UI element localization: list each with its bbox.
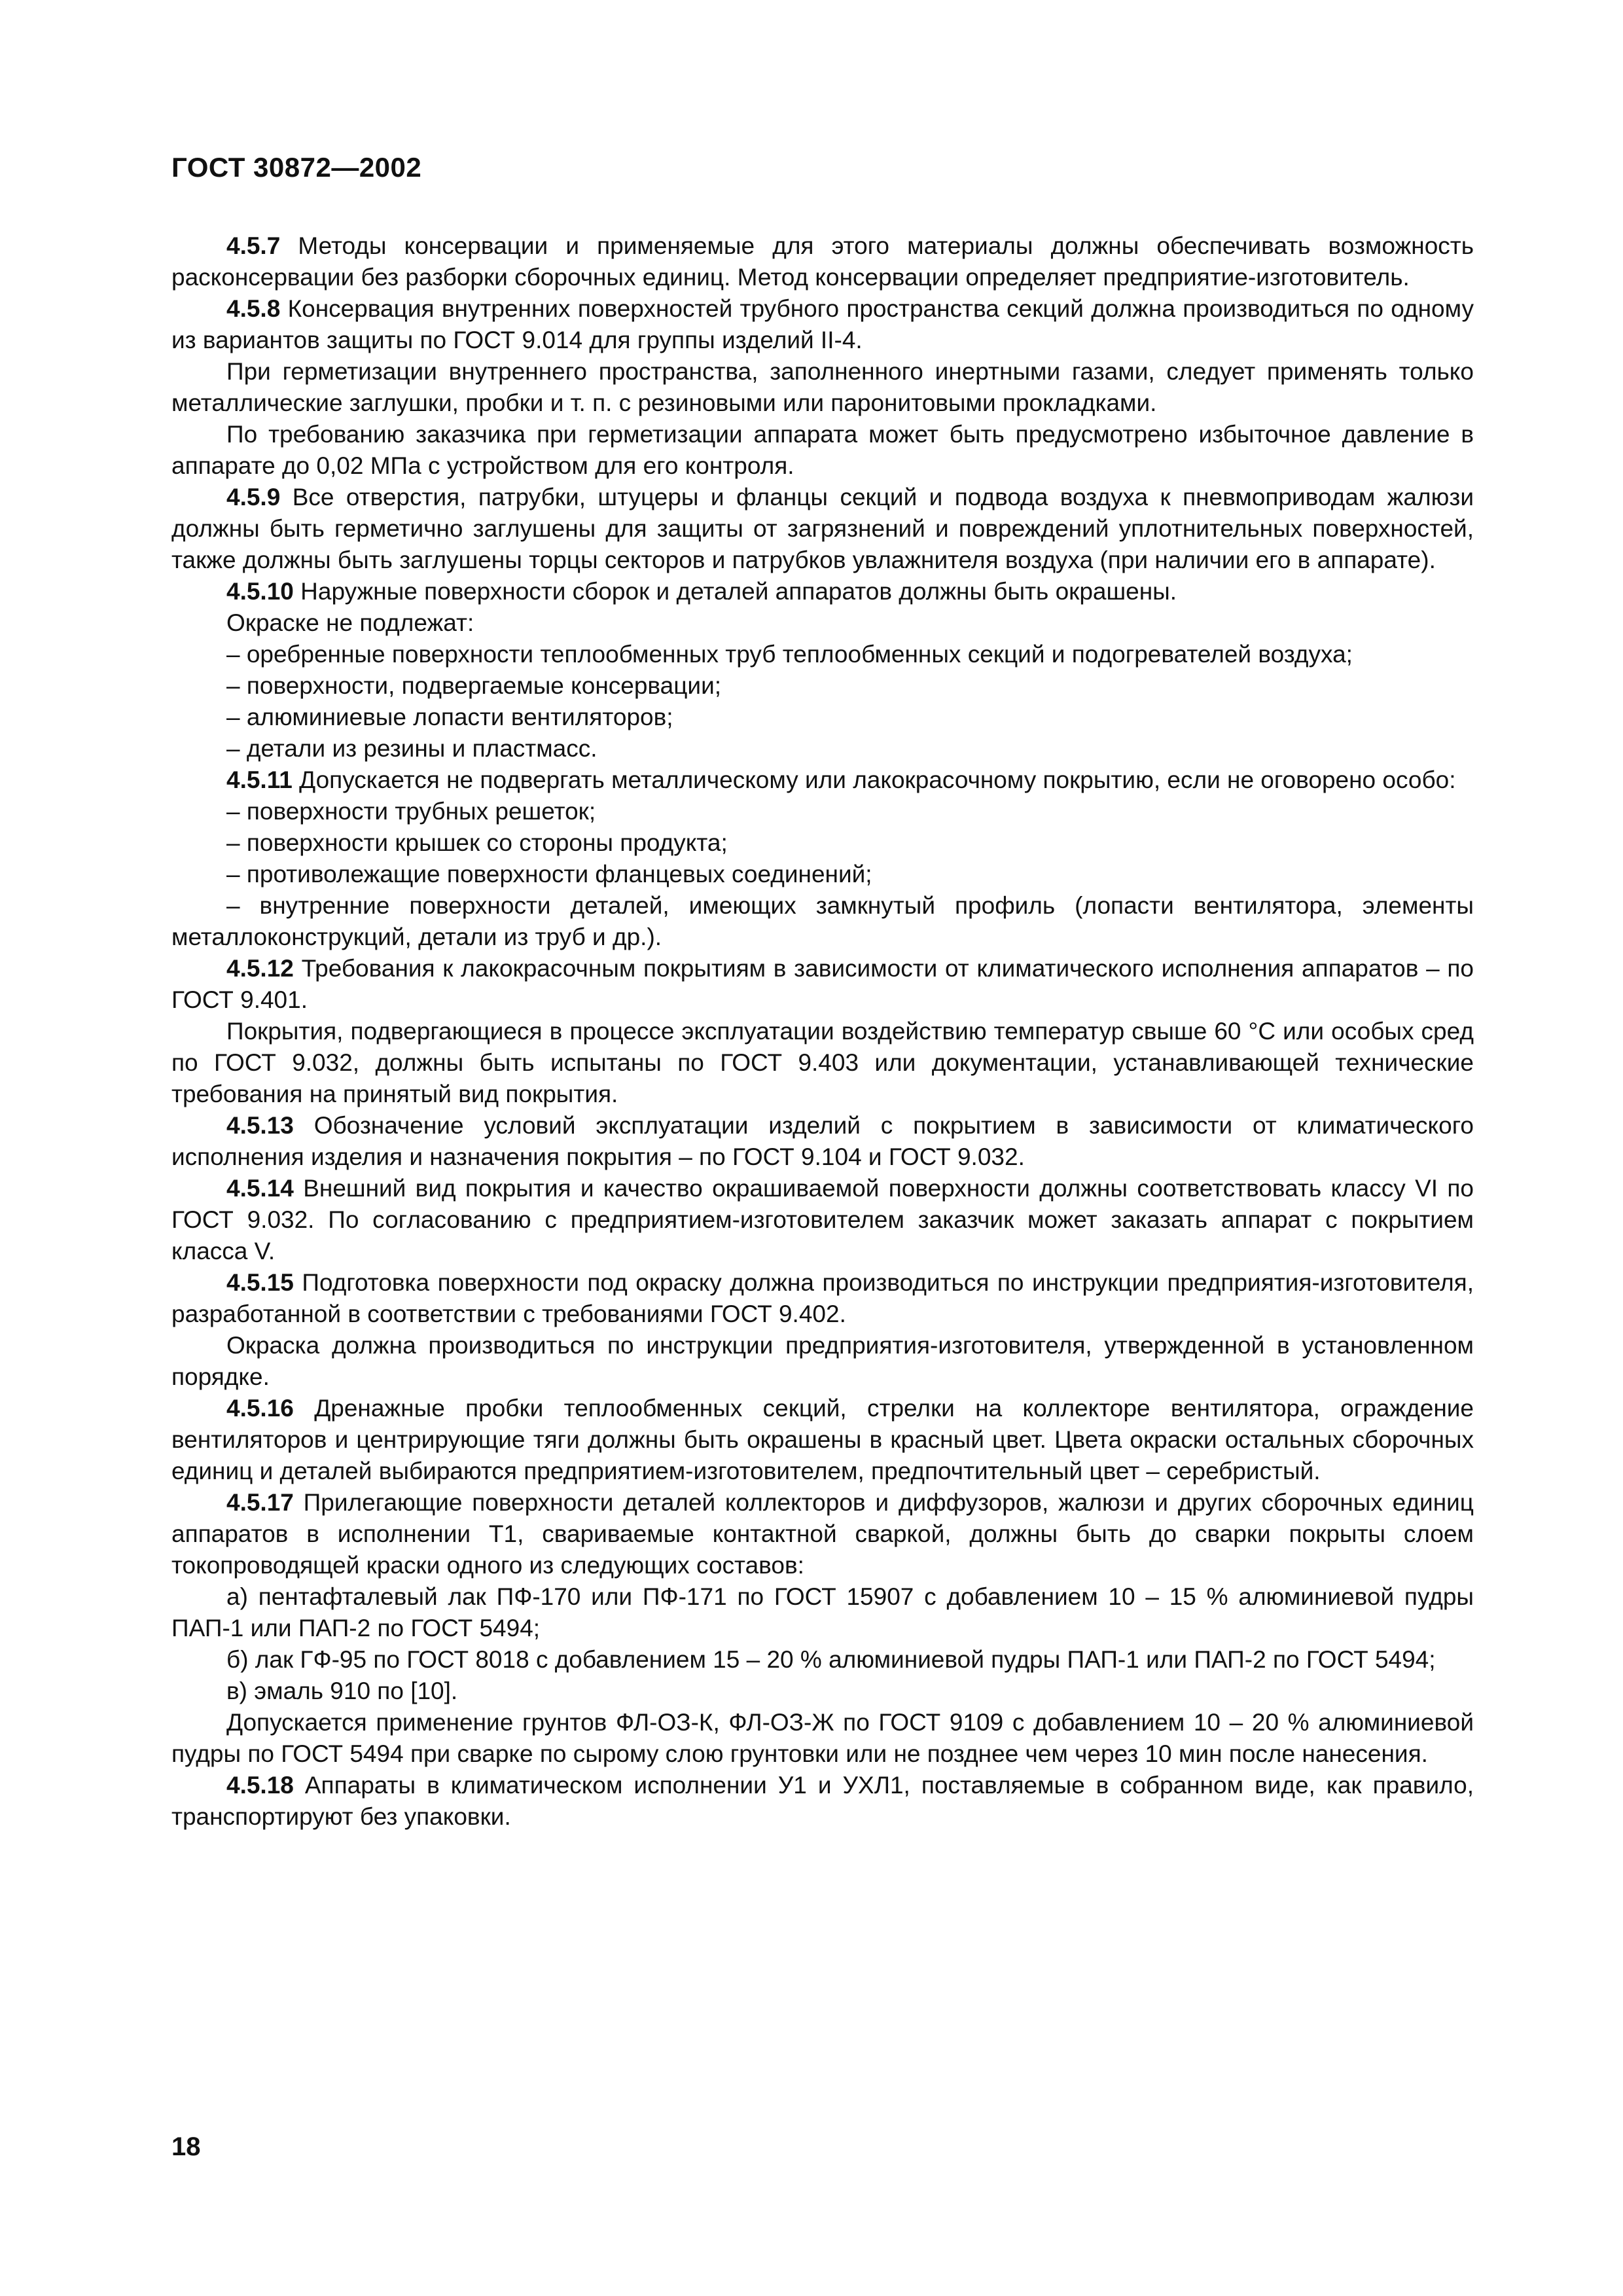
list-item [171,702,1474,733]
paragraph-4-5-18 [171,1770,1474,1833]
paragraph-text: Внешний вид покрытия и качество окрашиваемой поверхности должны соответствовать классу VI по ГОСТ 9.032. По согласованию с предприятием-изготовителем заказчик может заказать аппарат с покрытием класса V. [171,1175,1474,1265]
clause-number: 4.5.13 [226,1112,294,1139]
list-item [171,670,1474,702]
paragraph-4-5-17 [171,1487,1474,1581]
paragraph-4-5-15 [171,1267,1474,1330]
clause-number: 4.5.16 [226,1395,294,1422]
paragraph-text: Обозначение условий эксплуатации изделий с покрытием в зависимости от климатического исполнения изделия и назначения покрытия – по ГОСТ 9.104 и ГОСТ 9.032. [171,1112,1474,1170]
paragraph-text: Прилегающие поверхности деталей коллекторов и диффузоров, жалюзи и других сборочных единиц аппаратов в исполнении Т1, свариваемые контактной сваркой, должны быть до сварки покрыты слоем токопроводящей краски одного из следующих составов: [171,1489,1474,1579]
list-item-text: а) пентафталевый лак ПФ-170 или ПФ-171 по ГОСТ 15907 с добавлением 10 – 15 % алюминиевой пудры ПАП-1 или ПАП-2 по ГОСТ 5494; [171,1583,1474,1641]
paragraph-text: По требованию заказчика при герметизации аппарата может быть предусмотрено избыточное давление в аппарате до 0,02 МПа с устройством для его контроля. [171,421,1474,479]
paragraph-text: Методы консервации и применяемые для этого материалы должны обеспечивать возможность расконсервации без разборки сборочных единиц. Метод консервации определяет предприятие-изготовитель. [171,232,1474,291]
list-item [171,733,1474,764]
clause-number: 4.5.18 [226,1772,294,1799]
list-item-text: – детали из резины и пластмасс. [226,735,597,762]
paragraph-text: Окраска должна производиться по инструкции предприятия-изготовителя, утвержденной в установленном порядке. [171,1332,1474,1390]
list-item-text: – поверхности трубных решеток; [226,798,596,825]
paragraph-text-block [171,1016,1474,1110]
paragraph-4-5-13 [171,1110,1474,1173]
paragraph-text-block [171,607,1474,639]
paragraph-4-5-8 [171,293,1474,356]
paragraph-text: Допускается не подвергать металлическому или лакокрасочному покрытию, если не оговорено особо: [292,766,1456,793]
list-item-text: – противолежащие поверхности фланцевых соединений; [226,861,872,888]
paragraph-text: Наружные поверхности сборок и деталей аппаратов должны быть окрашены. [293,578,1177,605]
paragraph-4-5-7 [171,230,1474,293]
paragraph-text: Аппараты в климатическом исполнении У1 и УХЛ1, поставляемые в собранном виде, как правило, транспортируют без упаковки. [171,1772,1474,1830]
paragraph-text: Консервация внутренних поверхностей трубного пространства секций должна производиться по одному из вариантов защиты по ГОСТ 9.014 для группы изделий II-4. [171,295,1474,353]
clause-number: 4.5.10 [226,578,294,605]
document-header: ГОСТ 30872—2002 [171,152,422,183]
clause-number: 4.5.14 [226,1175,294,1202]
paragraph-4-5-10 [171,576,1474,607]
list-item [171,859,1474,890]
list-item [171,827,1474,859]
paragraph-4-5-9 [171,482,1474,576]
paragraph-4-5-14 [171,1173,1474,1267]
paragraph-text-block [171,356,1474,419]
paragraph-text-block [171,419,1474,482]
clause-number: 4.5.15 [226,1269,294,1296]
list-item-text: – поверхности, подвергаемые консервации; [226,672,722,699]
paragraph-4-5-12 [171,953,1474,1016]
clause-number: 4.5.17 [226,1489,294,1516]
list-item-text: б) лак ГФ-95 по ГОСТ 8018 с добавлением 15 – 20 % алюминиевой пудры ПАП-1 или ПАП-2 по ГОСТ 5494; [226,1646,1436,1673]
list-item-text: – оребренные поверхности теплообменных труб теплообменных секций и подогревателей воздуха; [226,641,1353,668]
clause-number: 4.5.12 [226,955,294,982]
paragraph-text: Покрытия, подвергающиеся в процессе эксплуатации воздействию температур свыше 60 °С или особых сред по ГОСТ 9.032, должны быть испытаны по ГОСТ 9.403 или документации, устанавливающей технические требования на принятый вид покрытия. [171,1018,1474,1107]
paragraph-4-5-11 [171,764,1474,796]
paragraph-text: При герметизации внутреннего пространства, заполненного инертными газами, следует применять только металлические заглушки, пробки и т. п. с резиновыми или паронитовыми прокладками. [171,358,1474,416]
paragraph-text: Допускается применение грунтов ФЛ-ОЗ-К, ФЛ-ОЗ-Ж по ГОСТ 9109 с добавлением 10 – 20 % алюминиевой пудры по ГОСТ 5494 при сварке по сырому слою грунтовки или не позднее чем через 10 мин после нанесения. [171,1709,1474,1767]
paragraph-text-block [171,1707,1474,1770]
list-item [171,639,1474,670]
list-item [171,796,1474,827]
paragraph-text: Подготовка поверхности под окраску должна производиться по инструкции предприятия-изготовителя, разработанной в соответствии с требованиями ГОСТ 9.402. [171,1269,1474,1327]
paragraph-text: Все отверстия, патрубки, штуцеры и фланцы секций и подвода воздуха к пневмоприводам жалюзи должны быть герметично заглушены для защиты от загрязнений и повреждений уплотнительных поверхностей, также должны быть заглушены торцы секторов и патрубков увлажнителя воздуха (при наличии его в аппарате). [171,484,1474,573]
page-number: 18 [171,2132,201,2161]
clause-number: 4.5.7 [226,232,281,259]
clause-number: 4.5.8 [226,295,281,322]
list-item-text: – поверхности крышек со стороны продукта; [226,829,728,856]
paragraph-text-block [171,1330,1474,1393]
paragraph-text: Окраске не подлежат: [226,609,474,636]
list-item-text: – алюминиевые лопасти вентиляторов; [226,704,673,730]
clause-number: 4.5.11 [226,766,293,793]
list-item-text: – внутренние поверхности деталей, имеющих замкнутый профиль (лопасти вентилятора, элементы металлоконструкций, детали из труб и др.). [171,892,1474,950]
paragraph-4-5-16 [171,1393,1474,1487]
paragraph-text: Требования к лакокрасочным покрытиям в зависимости от климатического исполнения аппаратов – по ГОСТ 9.401. [171,955,1474,1013]
list-item [171,1676,1474,1707]
document-body [171,230,1474,1833]
paragraph-text: Дренажные пробки теплообменных секций, стрелки на коллекторе вентилятора, ограждение вентиляторов и центрирующие тяги должны быть окрашены в красный цвет. Цвета окраски остальных сборочных единиц и деталей выбираются предприятием-изготовителем, предпочтительный цвет – серебристый. [171,1395,1474,1484]
list-item-text: в) эмаль 910 по [10]. [226,1677,458,1704]
list-item [171,1581,1474,1644]
list-item [171,890,1474,953]
clause-number: 4.5.9 [226,484,281,511]
list-item [171,1644,1474,1676]
